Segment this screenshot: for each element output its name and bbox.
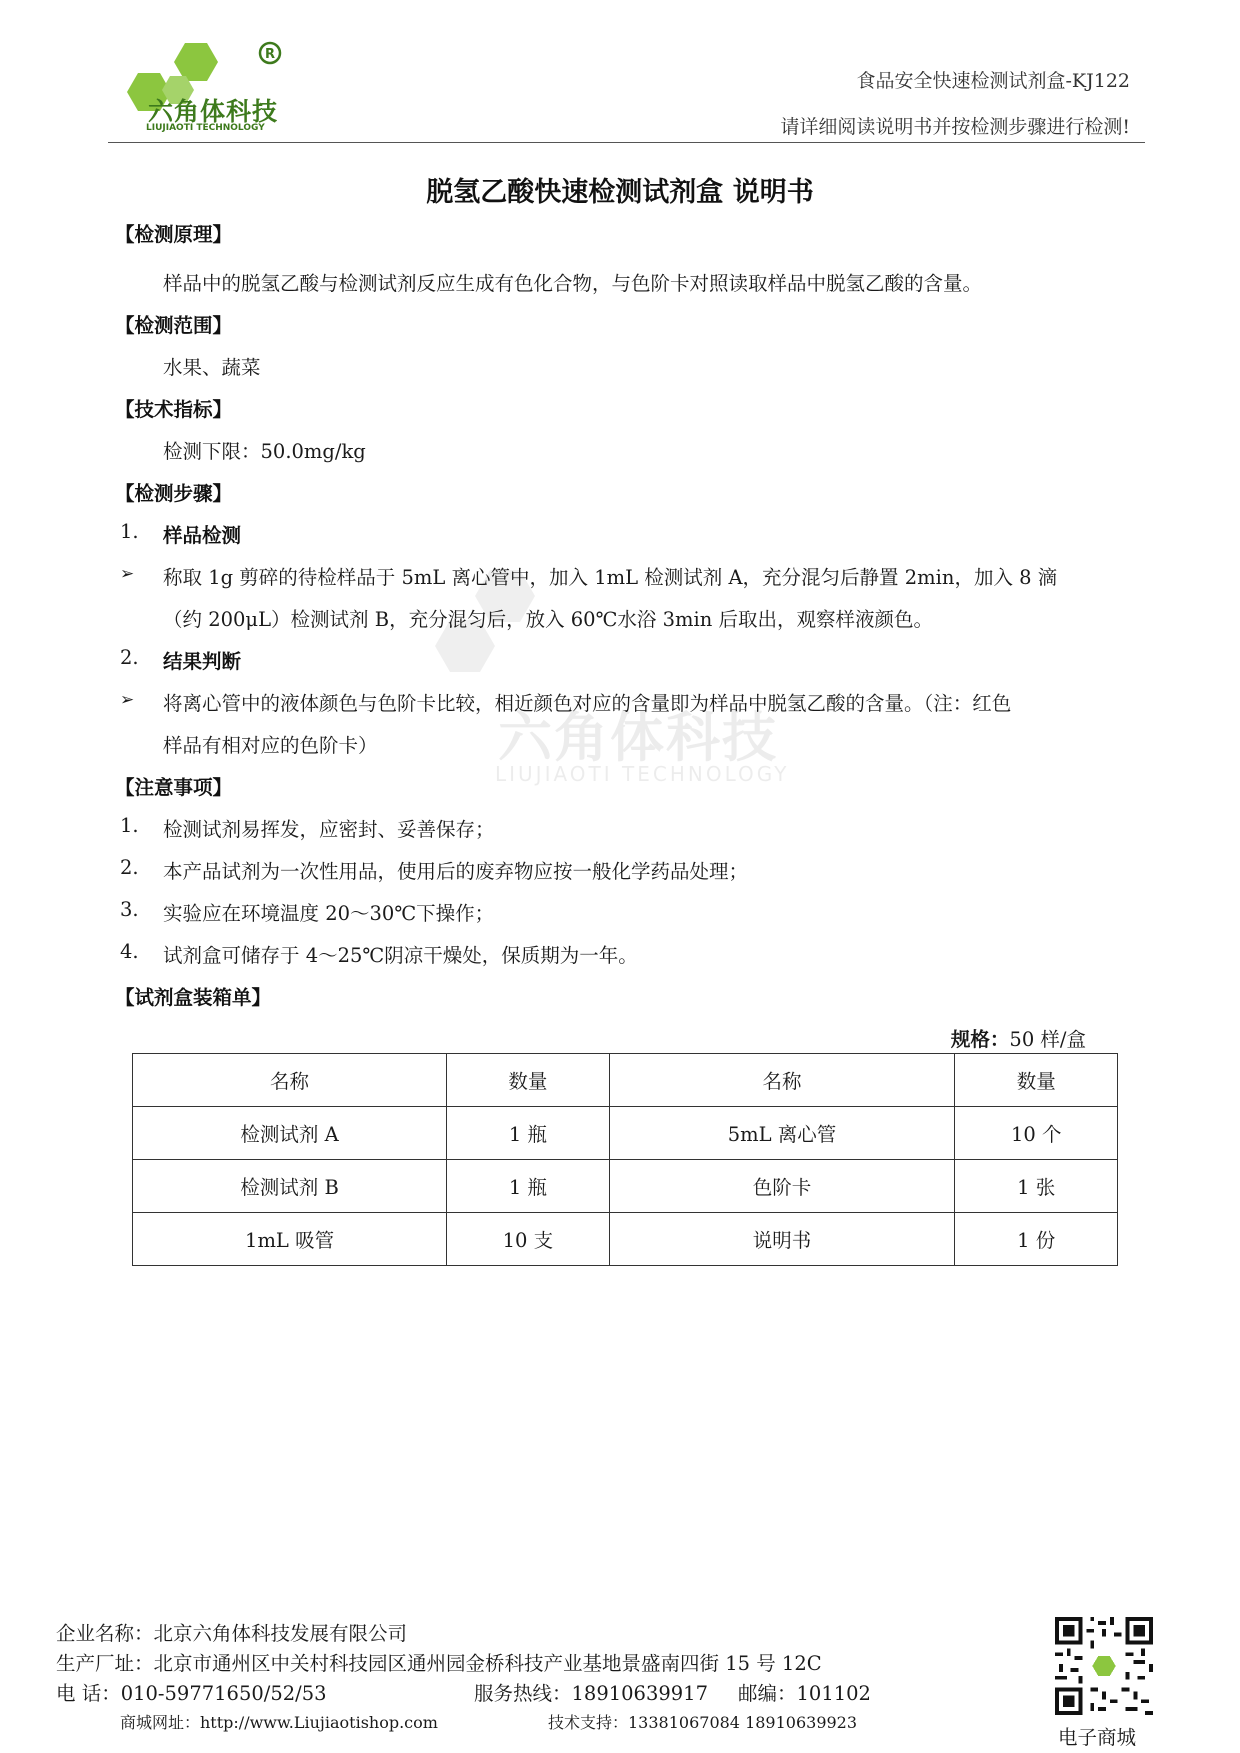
spec-text: 检测下限：50.0mg/kg	[163, 440, 366, 463]
table-cell: 名称	[133, 1054, 447, 1107]
heading-kit: 【试剂盒装箱单】	[115, 986, 272, 1009]
principle-text: 样品中的脱氢乙酸与检测试剂反应生成有色化合物，与色阶卡对照读取样品中脱氢乙酸的含量。	[163, 272, 983, 295]
footer-factory: 生产厂址：北京市通州区中关村科技园区通州园金桥科技产业基地景盛南四街 15 号 12C	[56, 1652, 822, 1675]
header-divider	[108, 142, 1145, 143]
heading-principle: 【检测原理】	[115, 223, 233, 246]
heading-notes: 【注意事项】	[115, 776, 233, 799]
footer-shop-url[interactable]: 商城网址：http://www.Liujiaotishop.com	[120, 1713, 438, 1732]
footer-hotline: 服务热线：18910639917	[474, 1682, 708, 1705]
logo-text-cn: 六角体科技	[148, 97, 279, 126]
watermark-text-cn: 六角体科技	[498, 706, 778, 769]
logo-text-en: LIUJIAOTI TECHNOLOGY	[146, 123, 265, 133]
table-cell: 检测试剂 B	[133, 1160, 447, 1213]
table-cell: 1 瓶	[447, 1107, 610, 1160]
kit-spec-value: 50 样/盒	[1009, 1028, 1086, 1051]
heading-scope: 【检测范围】	[115, 314, 233, 337]
table-cell: 5mL 离心管	[609, 1107, 955, 1160]
table-cell: 10 支	[447, 1213, 610, 1266]
note-text: 检测试剂易挥发，应密封、妥善保存；	[163, 818, 495, 841]
step2-line1: 将离心管中的液体颜色与色阶卡比较，相近颜色对应的含量即为样品中脱氢乙酸的含量。（注：红色	[163, 692, 1012, 715]
table-row	[133, 1160, 1118, 1213]
table-cell: 色阶卡	[609, 1160, 955, 1213]
bullet-arrow-icon: ➢	[120, 690, 135, 710]
table-cell: 检测试剂 A	[133, 1107, 447, 1160]
reading-reminder: 请详细阅读说明书并按检测步骤进行检测!	[780, 116, 1130, 138]
svg-text:R: R	[264, 47, 276, 62]
table-cell: 1mL 吸管	[133, 1213, 447, 1266]
note-text: 试剂盒可储存于 4～25℃阴凉干燥处，保质期为一年。	[163, 944, 638, 967]
footer-company: 企业名称：北京六角体科技发展有限公司	[56, 1622, 408, 1645]
heading-spec: 【技术指标】	[115, 398, 233, 421]
note-number: 4.	[120, 940, 139, 963]
step1-number: 1.	[120, 520, 139, 543]
logo-hexagon-top	[174, 43, 218, 81]
footer-support: 技术支持：13381067084 18910639923	[548, 1713, 858, 1732]
table-cell: 1 份	[955, 1213, 1118, 1266]
table-cell: 1 瓶	[447, 1160, 610, 1213]
scope-text: 水果、蔬菜	[163, 356, 261, 379]
heading-steps: 【检测步骤】	[115, 482, 233, 505]
kit-spec-label: 规格：	[950, 1028, 1010, 1051]
note-number: 3.	[120, 898, 139, 921]
step2-title: 结果判断	[163, 650, 242, 673]
table-cell: 数量	[447, 1054, 610, 1107]
kit-contents-table	[132, 1053, 1118, 1266]
bullet-arrow-icon: ➢	[120, 564, 135, 584]
kit-spec	[951, 1024, 1086, 1052]
table-cell: 1 张	[955, 1160, 1118, 1213]
step2-line2: 样品有相对应的色阶卡）	[163, 734, 378, 757]
step2-number: 2.	[120, 646, 139, 669]
footer-phone: 电 话：010-59771650/52/53	[56, 1682, 327, 1705]
table-cell: 说明书	[609, 1213, 955, 1266]
note-number: 1.	[120, 814, 139, 837]
table-header-row	[133, 1054, 1118, 1107]
qr-code-icon[interactable]	[1055, 1617, 1153, 1715]
table-row	[133, 1107, 1118, 1160]
product-line: 食品安全快速检测试剂盒-KJ122	[856, 70, 1130, 92]
watermark-text-en: LIUJIAOTI TECHNOLOGY	[495, 762, 790, 786]
note-text: 实验应在环境温度 20～30℃下操作；	[163, 902, 495, 925]
table-cell: 数量	[955, 1054, 1118, 1107]
footer-postcode: 邮编：101102	[738, 1682, 871, 1705]
note-text: 本产品试剂为一次性用品，使用后的废弃物应按一般化学药品处理；	[163, 860, 749, 883]
table-cell: 10 个	[955, 1107, 1118, 1160]
step1-line1: 称取 1g 剪碎的待检样品于 5mL 离心管中，加入 1mL 检测试剂 A，充分混匀后静置 2min，加入 8 滴	[163, 566, 1058, 589]
note-number: 2.	[120, 856, 139, 879]
table-row	[133, 1213, 1118, 1266]
step1-line2: （约 200μL）检测试剂 B，充分混匀后，放入 60℃水浴 3min 后取出，观察样液颜色。	[163, 608, 933, 631]
qr-caption: 电子商城	[1058, 1726, 1137, 1749]
document-title: 脱氢乙酸快速检测试剂盒 说明书	[426, 177, 814, 208]
table-cell: 名称	[609, 1054, 955, 1107]
step1-title: 样品检测	[163, 524, 242, 547]
